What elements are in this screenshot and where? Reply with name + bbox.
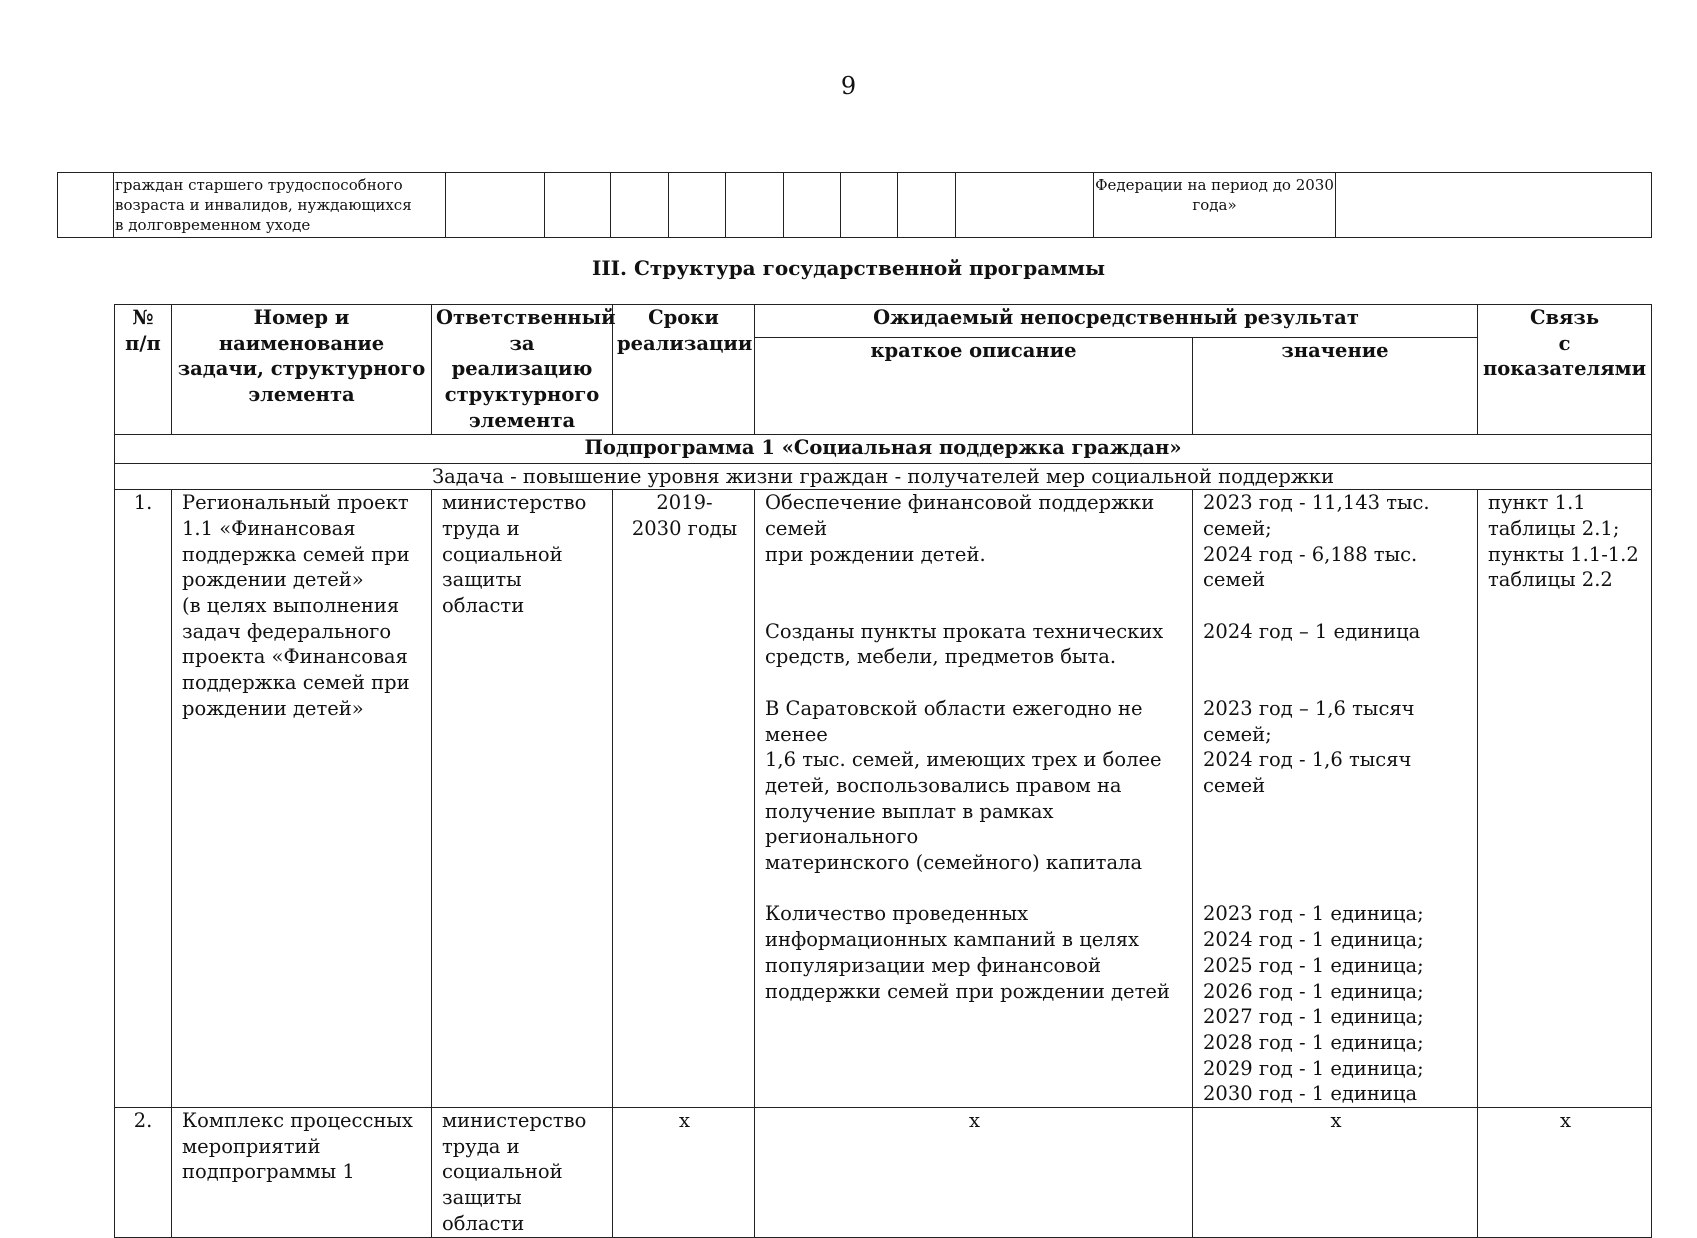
cell-line: задач федерального [182, 619, 392, 643]
task-row [115, 463, 1652, 490]
cell-line: 2028 год - 1 единица; [1203, 1030, 1424, 1054]
cont-cell [669, 173, 726, 238]
cell-line: 2025 год - 1 единица; [1203, 953, 1424, 977]
cell-line: материнского (семейного) капитала [765, 851, 1143, 875]
subprogram-row [115, 434, 1652, 463]
cont-text-line: в долговременном уходе [115, 216, 311, 234]
cell-line: информационных кампаний в целях [765, 928, 1139, 952]
header-text: Связь [1529, 306, 1600, 329]
cell-line: социальной [442, 1160, 563, 1184]
cell-line: (в целях выполнения [182, 594, 400, 618]
cont-text-line: Федерации на период до 2030 [1095, 176, 1334, 194]
cell-line: 2024 год - 1 единица; [1203, 928, 1424, 952]
row-responsible [432, 1108, 613, 1238]
row-link: х [1478, 1108, 1652, 1238]
cell-line: рождении детей» [182, 696, 364, 720]
spacer [1203, 644, 1469, 695]
cont-cell-federation [1094, 173, 1336, 238]
cell-line: пункты 1.1-1.2 [1488, 542, 1639, 566]
cell-line: 2030 годы [631, 516, 738, 540]
header-text: № [132, 306, 154, 329]
cell-line: получение выплат в рамках регионального [765, 799, 1054, 849]
cell-line: 2029 год - 1 единица; [1203, 1056, 1424, 1080]
cell-line: 2023 год - 11,143 тыс. [1203, 491, 1430, 515]
cell-line: поддержка семей при [182, 671, 410, 695]
cell-line: 2019- [656, 491, 713, 515]
section-title: III. Структура государственной программы [591, 256, 1106, 280]
row-number: 1. [115, 490, 172, 1108]
cell-line: социальной [442, 542, 563, 566]
cont-text-line: года» [1192, 196, 1237, 214]
cell-line: средств, мебели, предметов быта. [765, 645, 1117, 669]
cell-line: 2024 год - 6,188 тыс. семей [1203, 542, 1418, 592]
header-name [172, 305, 432, 435]
cell-line: 2030 год - 1 единица [1203, 1082, 1418, 1106]
cell-line: 1,6 тыс. семей, имеющих трех и более [765, 748, 1162, 772]
cell-line: популяризации мер финансовой [765, 953, 1102, 977]
spacer [1203, 799, 1469, 850]
cont-cell [726, 173, 784, 238]
spacer [765, 876, 1184, 902]
cell-line: 2027 год - 1 единица; [1203, 1005, 1424, 1029]
header-description: краткое описание [755, 338, 1193, 434]
cell-line: В Саратовской области ежегодно не менее [765, 696, 1143, 746]
cell-line: таблицы 2.1; [1488, 516, 1620, 540]
continuation-table [57, 172, 1652, 238]
header-expected-result: Ожидаемый непосредственный результат [755, 305, 1478, 338]
header-row [115, 305, 1652, 338]
row-value: х [1193, 1108, 1478, 1238]
cell-line: защиты области [442, 1186, 525, 1235]
cont-cell [611, 173, 669, 238]
cell-line: 2024 год - 1,6 тысяч семей [1203, 748, 1412, 797]
row-terms: х [613, 1108, 755, 1238]
header-text: элемента [468, 408, 576, 432]
spacer [765, 567, 1184, 618]
task-title: Задача - повышение уровня жизни граждан - получателей мер социальной поддержки [115, 463, 1652, 490]
subprogram-title: Подпрограмма 1 «Социальная поддержка граждан» [115, 434, 1652, 463]
cell-line: пункт 1.1 [1488, 491, 1586, 515]
header-terms [613, 305, 755, 435]
spacer [1203, 850, 1469, 901]
row-number: 2. [115, 1108, 172, 1238]
cell-line: семей; [1203, 516, 1272, 540]
page-number: 9 [840, 72, 857, 100]
header-value: значение [1193, 338, 1478, 434]
header-text: Номер и наименование [218, 306, 385, 355]
cont-cell [446, 173, 545, 238]
cell-line: Количество проведенных [765, 902, 1029, 926]
cell-line: 2024 год – 1 единица [1203, 619, 1421, 643]
cell-line: Обеспечение финансовой поддержки семей [765, 491, 1155, 540]
header-num [115, 305, 172, 435]
cell-line: министерство [442, 1109, 587, 1133]
cell-line: 2023 год – 1,6 тысяч семей; [1203, 696, 1415, 746]
cell-line: защиты области [442, 568, 525, 618]
structure-table [114, 304, 1652, 1238]
cont-text-line: граждан старшего трудоспособного [115, 176, 403, 194]
cont-cell [956, 173, 1094, 238]
cell-line: поддержка семей при [182, 542, 410, 566]
table-row [115, 490, 1652, 1108]
cell-line: Комплекс процессных [182, 1109, 413, 1133]
header-text: задачи, структурного [177, 357, 426, 381]
cell-line: Созданы пункты проката технических [765, 619, 1164, 643]
cell-line: поддержки семей при рождении детей [765, 979, 1170, 1003]
table-row [115, 1108, 1652, 1238]
cell-line: Региональный проект [182, 491, 409, 515]
cell-line: труда и [442, 516, 520, 540]
cell-line: рождении детей» [182, 568, 364, 592]
header-text: п/п [125, 331, 161, 355]
row-name [172, 1108, 432, 1238]
header-text: Ответственный [436, 306, 616, 329]
header-responsible [432, 305, 616, 435]
cell-line: 2023 год - 1 единица; [1203, 902, 1424, 926]
header-text: структурного [444, 383, 600, 407]
row-link [1478, 490, 1652, 1108]
continuation-row [58, 173, 1652, 238]
cell-line: при рождении детей. [765, 542, 986, 566]
row-name [172, 490, 432, 1108]
spacer [765, 670, 1184, 696]
row-responsible [432, 490, 613, 1108]
header-text: Сроки [648, 306, 719, 329]
cell-line: труда и [442, 1134, 520, 1158]
cont-cell [1336, 173, 1652, 238]
cont-cell [841, 173, 898, 238]
header-text: с показателями [1482, 331, 1647, 381]
cont-cell [784, 173, 841, 238]
cell-line: мероприятий [182, 1134, 321, 1158]
header-text: реализации [617, 331, 753, 355]
cont-cell-text [114, 173, 446, 238]
cell-line: таблицы 2.2 [1488, 568, 1613, 592]
cell-line: министерство [442, 491, 587, 515]
row-description: х [755, 1108, 1193, 1238]
row-terms [613, 490, 755, 1108]
cont-cell [898, 173, 956, 238]
cell-line: проекта «Финансовая [182, 645, 408, 669]
cont-cell-num [58, 173, 114, 238]
cont-cell [545, 173, 611, 238]
spacer [1203, 593, 1469, 619]
row-value [1193, 490, 1478, 1108]
cont-text-line: возраста и инвалидов, нуждающихся [115, 196, 412, 214]
cell-line: детей, воспользовались правом на [765, 773, 1122, 797]
cell-line: подпрограммы 1 [182, 1160, 355, 1184]
header-text: за реализацию [451, 331, 593, 381]
row-description [755, 490, 1193, 1108]
cell-line: 1.1 «Финансовая [182, 516, 356, 540]
header-text: элемента [248, 383, 355, 407]
cell-line: 2026 год - 1 единица; [1203, 979, 1424, 1003]
header-link [1478, 305, 1652, 435]
